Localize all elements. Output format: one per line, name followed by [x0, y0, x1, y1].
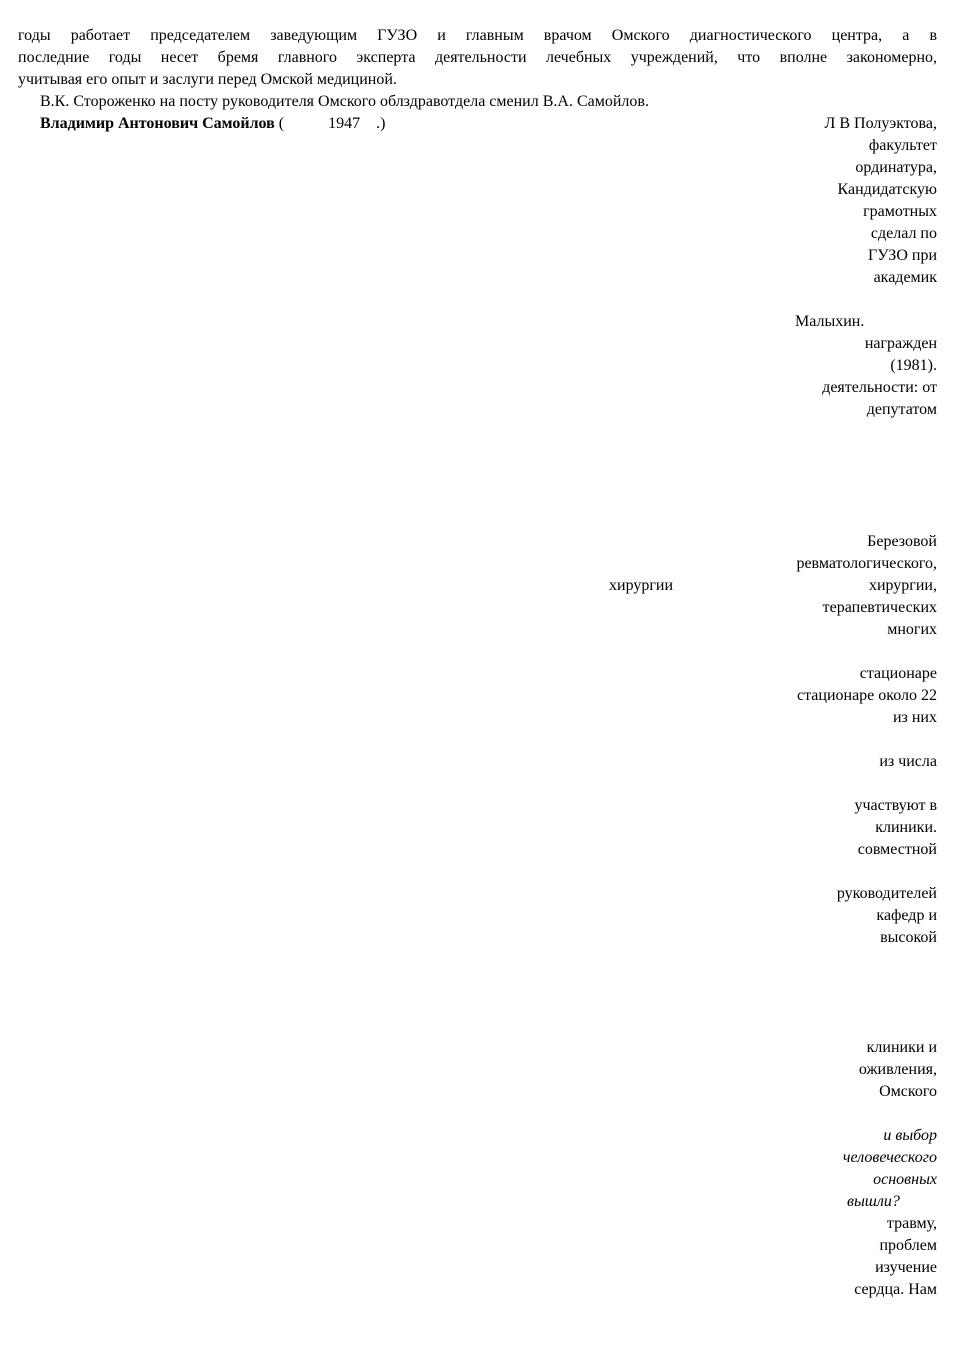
fragment: клиники и — [866, 1039, 937, 1056]
intro-line-1: годы работает председателем заведующим ГУЗО и главным врачом Омского диагностического центра, а в — [18, 27, 937, 44]
fragment: сердца. Нам — [854, 1281, 937, 1298]
fragment: грамотных — [863, 203, 937, 220]
fragment: факультет — [868, 137, 937, 154]
fragment: Л В Полуэктова, — [824, 115, 937, 132]
heading-paren-open: ( — [278, 115, 285, 132]
fragment: хирургии — [609, 577, 674, 594]
fragment: терапевтических — [822, 599, 937, 616]
fragment: и выбор — [883, 1127, 937, 1144]
fragment: основных — [873, 1171, 937, 1188]
intro-line-3: учитывая его опыт и заслуги перед Омской медициной. — [18, 71, 397, 88]
fragment: кафедр и — [876, 907, 937, 924]
fragment: из числа — [879, 753, 937, 770]
heading-paren-close: .) — [376, 115, 386, 132]
fragment: проблем — [879, 1237, 937, 1254]
fragment: ГУЗО при — [867, 247, 937, 264]
intro-paragraph — [18, 25, 937, 91]
fragment: клиники. — [875, 819, 937, 836]
intro-line-2: последние годы несет бремя главного эксперта деятельности лечебных учреждений, что вполне закономерно, — [18, 49, 937, 66]
fragment: оживления, — [858, 1061, 937, 1078]
fragment: изучение — [875, 1259, 937, 1276]
fragment: Малыхин. — [795, 313, 865, 330]
birth-year: 1947 — [328, 115, 361, 132]
fragment: стационаре около 22 — [796, 687, 937, 704]
person-name: Владимир Антонович Самойлов — [40, 115, 275, 132]
fragment: хирургии, — [868, 577, 937, 594]
fragment: сделал по — [870, 225, 937, 242]
fragment: депутатом — [866, 401, 937, 418]
fragment: Омского — [879, 1083, 937, 1100]
fragment: ревматологического, — [796, 555, 937, 572]
fragment: высокой — [880, 929, 937, 946]
succession-paragraph: В.К. Стороженко на посту руководителя Омского облздравотдела сменил В.А. Самойлов. — [40, 93, 649, 110]
fragment: Березовой — [867, 533, 937, 550]
fragment: человеческого — [842, 1149, 937, 1166]
fragment: травму, — [886, 1215, 937, 1232]
fragment: награжден — [864, 335, 937, 352]
fragment: руководителей — [836, 885, 937, 902]
fragment: из них — [892, 709, 937, 726]
fragment: многих — [887, 621, 937, 638]
fragment: академик — [873, 269, 937, 286]
fragment: Кандидатскую — [837, 181, 937, 198]
fragment: (1981). — [890, 357, 937, 374]
fragment: участвуют в — [854, 797, 937, 814]
fragment: вышли? — [847, 1193, 900, 1210]
fragment: деятельности: от — [822, 379, 937, 396]
fragment: ординатура, — [855, 159, 937, 176]
fragment: стационаре — [859, 665, 937, 682]
fragment: совместной — [857, 841, 937, 858]
